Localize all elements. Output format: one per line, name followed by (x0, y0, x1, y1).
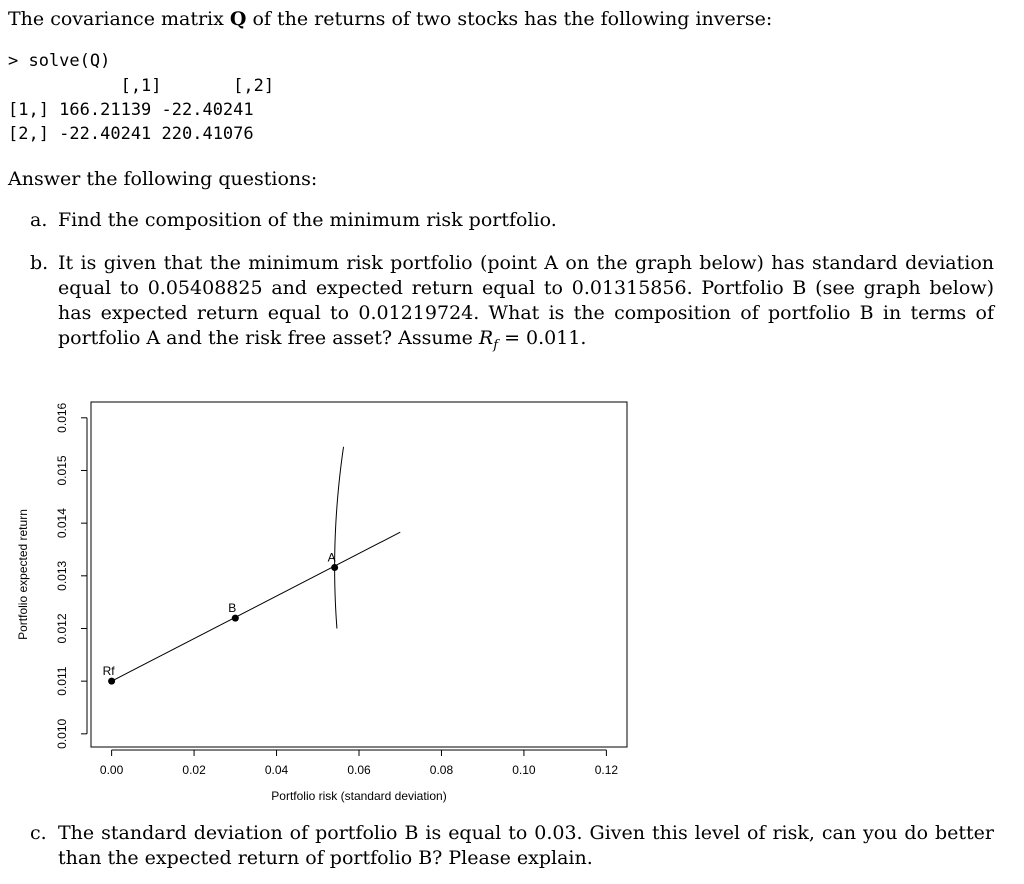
code-row-2: [2,] -22.40241 220.41076 (8, 124, 254, 144)
efficient-frontier-chart (0, 390, 660, 810)
code-prompt: > solve(Q) (8, 51, 111, 71)
question-c-label: c. (30, 822, 47, 844)
point-a-label: A (327, 550, 336, 565)
question-b-label: b. (30, 252, 49, 274)
plot-area (16, 402, 627, 803)
point-rf-label: Rf (102, 664, 115, 679)
y-tick-label: 0.011 (55, 666, 69, 696)
x-tick-label: 0.08 (429, 763, 454, 777)
point-b (232, 615, 239, 622)
x-tick-label: 0.04 (264, 763, 289, 777)
point-rf (108, 678, 115, 685)
intro-after: of the returns of two stocks has the following inverse: (246, 8, 773, 30)
question-a-label: a. (30, 209, 48, 231)
matrix-symbol: Q (229, 8, 247, 30)
point-b-label: B (228, 601, 237, 616)
y-tick-label: 0.016 (55, 402, 69, 433)
point-a (331, 564, 338, 571)
code-row-1: [1,] 166.21139 -22.40241 (8, 100, 254, 120)
intro-before: The covariance matrix (8, 8, 230, 30)
x-tick-label: 0.10 (512, 763, 536, 777)
question-a-text: Find the composition of the minimum risk portfolio. (58, 209, 557, 231)
y-tick-label: 0.014 (55, 508, 69, 539)
rf-value: = 0.011. (498, 327, 587, 349)
plot-frame (91, 402, 627, 747)
y-tick-label: 0.013 (55, 560, 69, 591)
y-tick-label: 0.015 (55, 455, 69, 486)
code-header: [,1] [,2] (8, 76, 275, 96)
question-b-text (58, 251, 994, 358)
x-tick-label: 0.12 (594, 763, 619, 777)
question-b-body: It is given that the minimum risk portfolio (point A on the graph below) has standard deviation equal to 0.05408825 and expected return equal to 0.01315856. Portfolio B (see graph below) has expected return equal to 0.01219724. What is the composition of portfolio B in terms of portfolio A and the risk free asset? Assume (58, 252, 994, 349)
x-tick-label: 0.06 (347, 763, 371, 777)
intro-text (8, 7, 772, 32)
capital-allocation-line (112, 532, 401, 681)
y-tick-label: 0.010 (55, 718, 69, 749)
efficient-frontier-curve (335, 447, 344, 629)
y-tick-label: 0.012 (55, 613, 69, 644)
x-tick-label: 0.02 (182, 763, 206, 777)
rf-subscript: f (493, 337, 499, 353)
answer-intro: Answer the following questions: (8, 168, 318, 190)
x-axis-label: Portfolio risk (standard deviation) (271, 789, 447, 803)
y-axis-label: Portfolio expected return (16, 509, 30, 640)
x-tick-label: 0.00 (99, 763, 124, 777)
rf-symbol: R (478, 327, 494, 349)
question-c-text: The standard deviation of portfolio B is equal to 0.03. Given this level of risk, can you do better than the expected return of portfolio B? Please explain. (58, 822, 994, 869)
